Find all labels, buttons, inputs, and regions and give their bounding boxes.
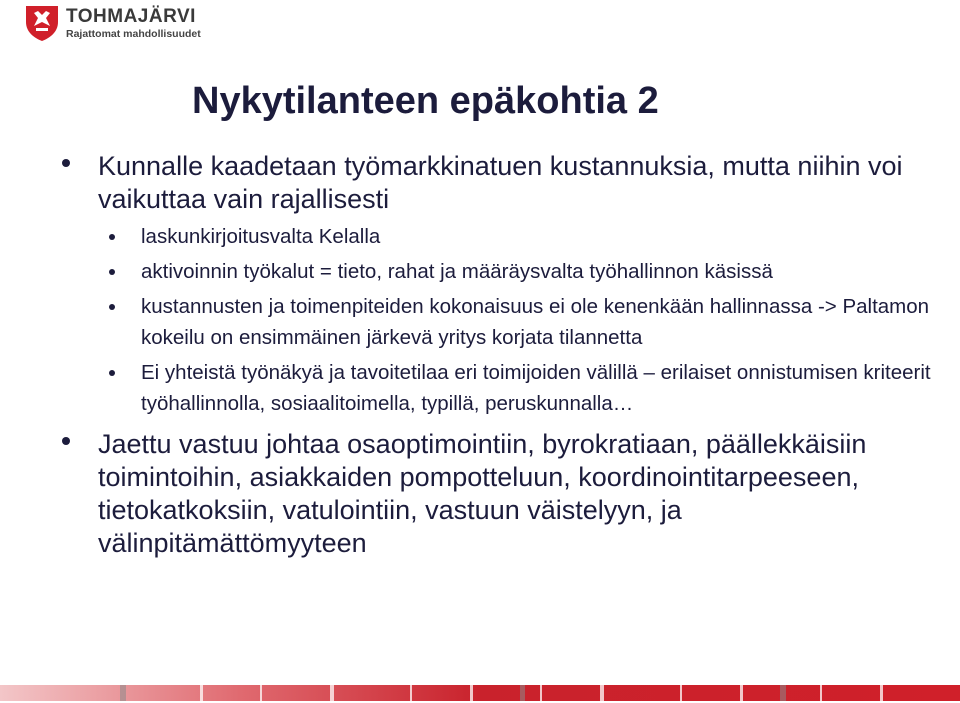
bullet-text: Ei yhteistä työnäkyä ja tavoitetilaa eri toimijoiden välillä – erilaiset onnistumisen kriteerit työhallinnolla, sosiaalitoimella, typillä, peruskunnalla… xyxy=(141,361,931,415)
bullet-level2 xyxy=(62,291,942,353)
bullet-text: kustannusten ja toimenpiteiden kokonaisuus ei ole kenenkään hallinnassa -> Paltamon kokeilu on ensimmäinen järkevä yritys korjata tilannetta xyxy=(141,295,930,349)
bullet-dot-icon xyxy=(62,159,70,167)
bullet-text: laskunkirjoitusvalta Kelalla xyxy=(141,225,381,248)
bullet-text: Jaettu vastuu johtaa osaoptimointiin, byrokratiaan, päällekkäisiin toimintoihin, asiakkaiden pompotteluun, koordinointitarpeeseen, tietokatkoksiin, vatulointiin, vastuun väistelyyn, ja välinpitämättömyyteen xyxy=(98,429,867,558)
bullet-level2 xyxy=(62,256,942,287)
decorative-bottom-bar xyxy=(0,683,960,703)
bullet-level2 xyxy=(62,357,942,419)
logo-slogan: Rajattomat mahdollisuudet xyxy=(66,27,201,40)
bullet-dot-icon xyxy=(109,234,115,240)
bullet-dot-icon xyxy=(109,269,115,275)
logo-name: TOHMAJÄRVI xyxy=(66,5,196,27)
bullet-level2 xyxy=(62,221,942,252)
bullet-text: Kunnalle kaadetaan työmarkkinatuen kustannuksia, mutta niihin voi vaikuttaa vain rajallisesti xyxy=(98,151,903,214)
slide-content xyxy=(62,150,942,560)
bullet-text: aktivoinnin työkalut = tieto, rahat ja määräysvalta työhallinnon käsissä xyxy=(141,260,773,283)
coat-of-arms-icon xyxy=(24,4,60,42)
slide-title: Nykytilanteen epäkohtia 2 xyxy=(192,80,659,122)
municipality-logo xyxy=(24,4,201,42)
bullet-dot-icon xyxy=(109,304,115,310)
bullet-level1 xyxy=(62,150,942,216)
bullet-dot-icon xyxy=(62,437,70,445)
bullet-level1 xyxy=(62,428,942,560)
bullet-dot-icon xyxy=(109,370,115,376)
